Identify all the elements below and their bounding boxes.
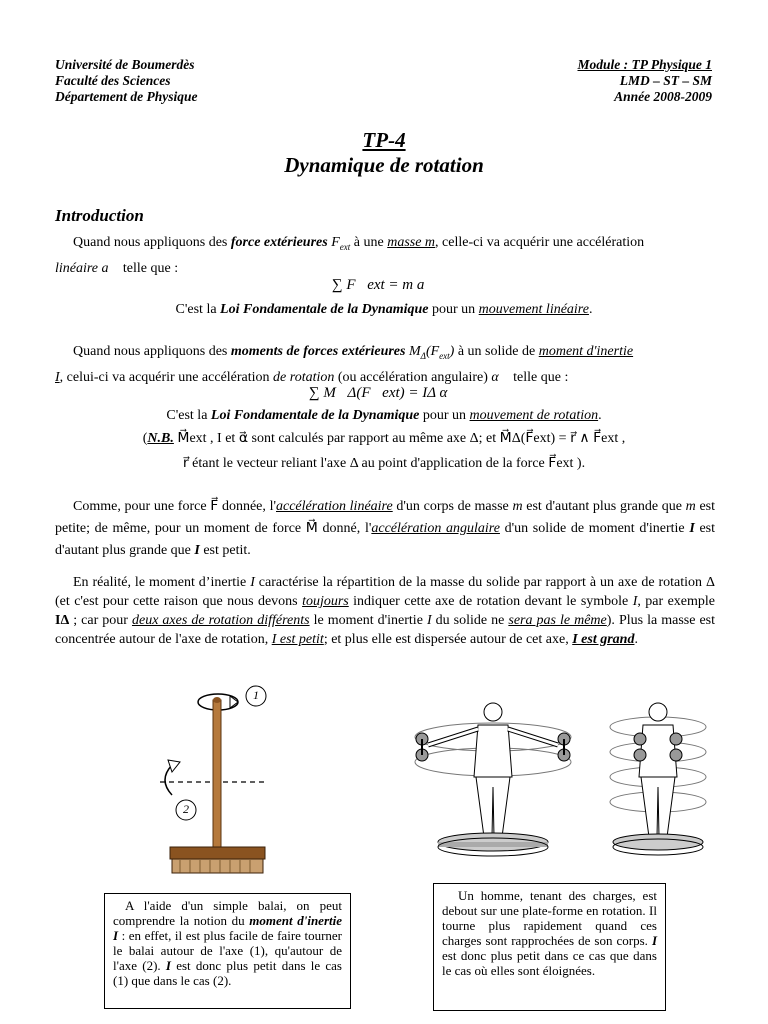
law2-text: C'est la [166, 408, 211, 423]
caption2-text: est donc plus petit dans ce cas que dans le cas où elles sont éloignées. [442, 948, 657, 978]
p3-i: I [689, 521, 695, 536]
p2-text: (ou accélération angulaire) [334, 369, 488, 385]
p2-emph: moments de forces extérieures [230, 344, 406, 359]
broom-head [170, 847, 265, 859]
caption1-emph: moment d'inertie I [113, 913, 342, 943]
p4-text: , par exemple [637, 594, 716, 609]
law2-text: pour un [419, 408, 470, 423]
formula-linear: ∑ F⃗ext = m a⃗ [331, 277, 437, 293]
p3-text: d'un solide de moment d'inertie [499, 521, 690, 536]
title-tp-number: TP-4 [362, 128, 406, 152]
page-title [0, 128, 768, 178]
p2-inertia: moment d'inertie [538, 344, 634, 359]
p2-text: à un solide de [454, 344, 539, 359]
p4-i-small: I est petit [271, 632, 324, 647]
nb-note: (N.B. M⃗ext , I et α⃗ sont calculés par rapport au même axe Δ; et M⃗Δ(F⃗ext) = r⃗ ∧ F⃗ext , [142, 431, 626, 446]
caption1-text: A l'aide d'un simple balai, on peut comprendre la notion du [113, 898, 342, 928]
p3-text: d'un corps de masse [392, 499, 513, 514]
man-arms-extended [415, 703, 571, 856]
paragraph-comparison [55, 496, 715, 562]
department-name: Département de Physique [55, 89, 198, 104]
p1-emph: force extérieures [230, 235, 328, 250]
p1-linear: linéaire [55, 260, 99, 276]
p4-text: indiquer cette axe de rotation devant le symbole [348, 594, 633, 609]
law2-text: . [598, 408, 602, 423]
p3-m: m [685, 499, 696, 514]
man-arms-close [610, 703, 706, 855]
p4-always: toujours [302, 594, 349, 609]
p2-text: , celui-ci va acquérir une accélération [59, 369, 274, 385]
p2-i: I [55, 369, 60, 385]
arrow-head-axis2 [168, 760, 180, 772]
p1-text: telle que : [119, 260, 179, 276]
p4-text: le moment d'inertie [309, 613, 427, 628]
broom-figure [150, 680, 290, 880]
institution-block [55, 57, 197, 105]
axis-1-label: 1 [253, 688, 259, 702]
broom-handle [213, 700, 221, 850]
broom-caption [104, 893, 351, 1009]
moment-symbol: $M_\Delta(F_{ext})$ [408, 344, 455, 361]
p4-different-axes: deux axes de rotation différents [131, 613, 310, 628]
faculty-name: Faculté des Sciences [55, 73, 171, 88]
law1-motion: mouvement linéaire [478, 302, 589, 317]
a-symbol: a⃗ [101, 260, 120, 276]
f-ext-symbol: $F_{ext}$ [331, 235, 351, 252]
p3-linear-acc: accélération linéaire [276, 499, 393, 514]
section-heading: Introduction [55, 206, 144, 225]
paragraph-linear-force [55, 232, 715, 279]
law1-text: pour un [428, 302, 479, 317]
academic-year: Année 2008-2009 [614, 89, 712, 104]
law2-emph: Loi Fondamentale de la Dynamique [210, 408, 420, 423]
p2-text: Quand nous appliquons des [73, 344, 231, 359]
broom-bristles [172, 859, 263, 873]
p1-text: , celle-ci va acquérir une accélération [435, 235, 645, 250]
axis-2-label: 2 [183, 802, 189, 816]
p3-text: Comme, pour une force F⃗ donnée, l' [73, 499, 276, 514]
law1-text: . [588, 302, 593, 317]
university-name: Université de Boumerdès [55, 57, 195, 72]
nb-text: M⃗ext , I et α⃗ sont calculés par rapport au même axe Δ; et M⃗Δ(F⃗ext) = r⃗ ∧ F⃗ext , [173, 431, 626, 446]
law1-emph: Loi Fondamentale de la Dynamique [220, 302, 429, 317]
p4-i: I [426, 613, 432, 628]
p4-i: I [250, 575, 255, 590]
caption1-i: I [165, 958, 171, 973]
p4-text: ; car pour [69, 613, 132, 628]
broom-top [213, 697, 221, 703]
caption1-text: est donc plus petit dans le cas (1) que dans le cas (2). [113, 958, 342, 988]
p2-text: telle que : [509, 369, 569, 385]
p4-text: . [634, 632, 638, 647]
caption2-text: Un homme, tenant des charges, est debout sur une plate-forme en rotation. Il tourne plus rapidement quand ces charges sont rapprochées de son corps. [442, 888, 657, 948]
paragraph-rotation [55, 341, 715, 389]
p3-text: est d'autant plus grande que [55, 521, 716, 558]
p2-rotation: de rotation [273, 369, 335, 385]
p3-text: est petite; de même, pour un moment de force M⃗ donné, l' [55, 499, 716, 536]
nb-note-line2: r⃗ étant le vecteur reliant l'axe Δ au point d'application de la force F⃗ext ). [182, 456, 586, 471]
p4-text: caractérise la répartition de la masse du solide par rapport à un axe de rotation Δ (et c'est pour cette raison que nous devons [55, 575, 715, 609]
law-linear [0, 301, 768, 319]
module-name: Module : TP Physique 1 [577, 57, 712, 72]
p4-i: I [632, 594, 638, 609]
law1-text: C'est la [175, 302, 221, 317]
p4-text: ). Plus la masse est concentrée autour de l'axe de rotation, [55, 613, 716, 647]
law2-motion: mouvement de rotation [469, 408, 599, 423]
man-caption [433, 883, 666, 1011]
nb-label: N.B. [147, 431, 174, 446]
formula-rotation: ∑ M⃗Δ(F⃗ext) = IΔ α⃗ [308, 385, 460, 401]
title-subject: Dynamique de rotation [284, 153, 484, 177]
program-name: LMD – ST – SM [619, 73, 712, 88]
p3-angular-acc: accélération angulaire [371, 521, 500, 536]
p1-mass: masse m [387, 235, 436, 250]
p3-text: est petit. [199, 543, 251, 558]
course-block [578, 57, 713, 105]
p3-text: est d'autant plus grande que [522, 499, 686, 514]
p4-text: ; et plus elle est dispersée autour de cet axe, [323, 632, 573, 647]
law-rotation [0, 407, 768, 425]
p4-text: du solide ne [431, 613, 509, 628]
paragraph-inertia-distribution [55, 573, 715, 649]
p4-text: En réalité, le moment d’inertie [73, 575, 251, 590]
alpha-symbol: α⃗ [491, 369, 510, 385]
p1-text: Quand nous appliquons des [73, 235, 231, 250]
p3-i: I [194, 543, 200, 558]
rotating-man-figure [408, 697, 718, 857]
p1-text: à une [350, 235, 388, 250]
p3-m: m [512, 499, 523, 514]
caption1-text: : en effet, il est plus facile de faire tourner le balai autour de l'axe (1), qu'autour de l'axe (2). [113, 928, 342, 973]
p4-i-delta: IΔ [55, 613, 70, 628]
p4-not-same: sera pas le même [508, 613, 607, 628]
caption2-i: I [651, 933, 657, 948]
p4-i-large: I est grand [572, 632, 635, 647]
